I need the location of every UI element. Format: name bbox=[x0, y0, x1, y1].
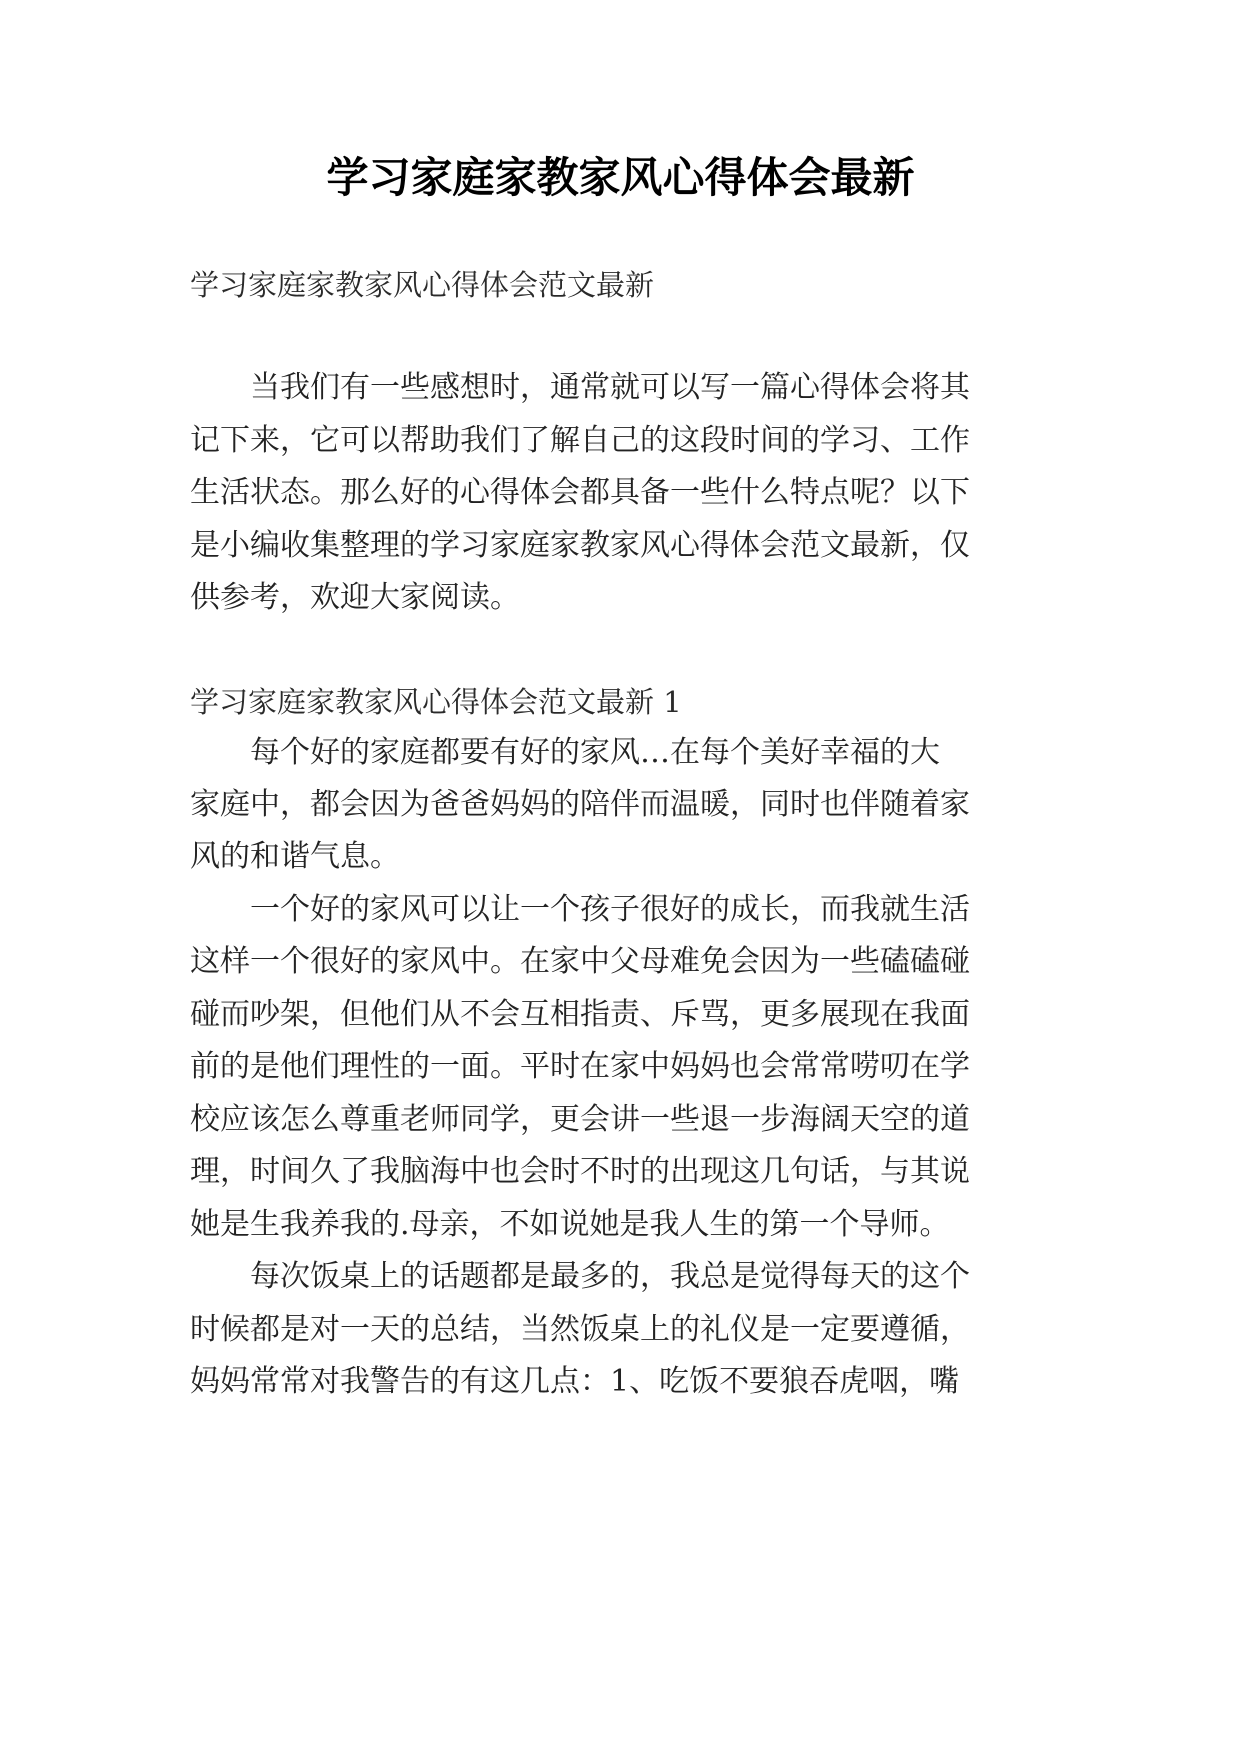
intro-line: 是小编收集整理的学习家庭家教家风心得体会范文最新，仅 bbox=[190, 528, 970, 563]
paragraph-line: 妈妈常常对我警告的有这几点：1、吃饭不要狼吞虎咽，嘴 bbox=[190, 1364, 960, 1399]
paragraph-line: 前的是他们理性的一面。平时在家中妈妈也会常常唠叨在学 bbox=[190, 1049, 970, 1084]
intro-line: 生活状态。那么好的心得体会都具备一些什么特点呢？以下 bbox=[190, 475, 970, 510]
intro-line: 供参考，欢迎大家阅读。 bbox=[190, 580, 520, 615]
intro-line: 当我们有一些感想时，通常就可以写一篇心得体会将其 bbox=[250, 370, 970, 405]
paragraph-line: 理，时间久了我脑海中也会时不时的出现这几句话，与其说 bbox=[190, 1154, 970, 1189]
paragraph-line: 校应该怎么尊重老师同学，更会讲一些退一步海阔天空的道 bbox=[190, 1102, 970, 1137]
paragraph-line: 一个好的家风可以让一个孩子很好的成长，而我就生活 bbox=[250, 892, 970, 927]
document-title: 学习家庭家教家风心得体会最新 bbox=[326, 153, 915, 202]
paragraph-line: 时候都是对一天的总结，当然饭桌上的礼仪是一定要遵循， bbox=[190, 1312, 970, 1347]
intro-line: 记下来，它可以帮助我们了解自己的这段时间的学习、工作 bbox=[190, 423, 970, 458]
paragraph-line: 每个好的家庭都要有好的家风…在每个美好幸福的大 bbox=[250, 735, 940, 770]
paragraph-line: 这样一个很好的家风中。在家中父母难免会因为一些磕磕碰 bbox=[190, 944, 970, 979]
document-subtitle: 学习家庭家教家风心得体会范文最新 bbox=[190, 268, 655, 302]
paragraph-line: 碰而吵架，但他们从不会互相指责、斥骂，更多展现在我面 bbox=[190, 997, 970, 1032]
section-heading: 学习家庭家教家风心得体会范文最新 1 bbox=[190, 685, 682, 719]
paragraph-line: 她是生我养我的.母亲，不如说她是我人生的第一个导师。 bbox=[190, 1207, 950, 1242]
paragraph-line: 风的和谐气息。 bbox=[190, 839, 400, 874]
paragraph-line: 家庭中，都会因为爸爸妈妈的陪伴而温暖，同时也伴随着家 bbox=[190, 787, 970, 822]
paragraph-line: 每次饭桌上的话题都是最多的，我总是觉得每天的这个 bbox=[250, 1259, 970, 1294]
